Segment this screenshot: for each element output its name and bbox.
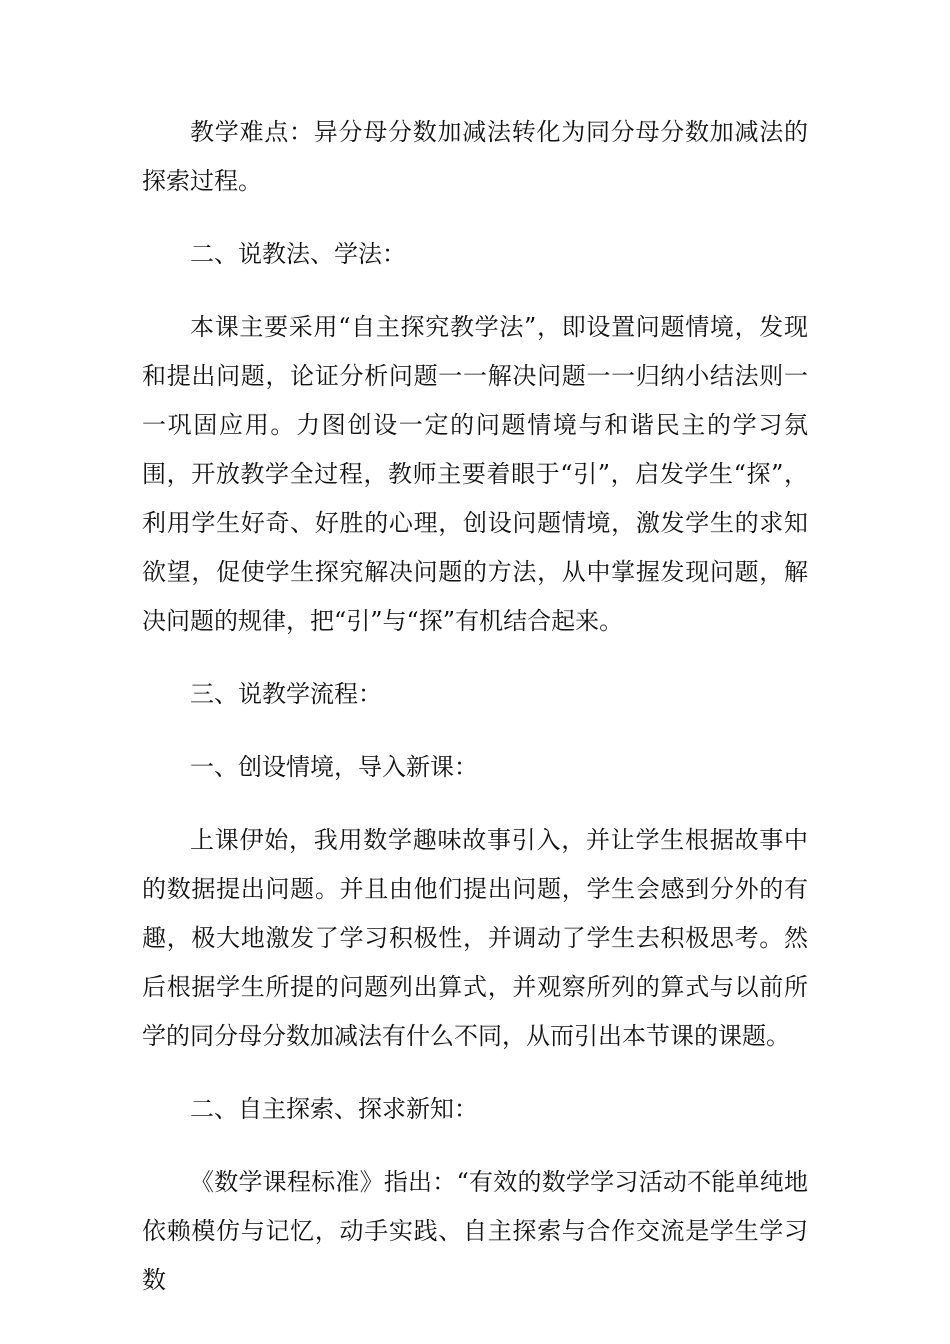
heading-teaching-methods: 二、说教法、学法：	[190, 240, 406, 268]
paragraph-step-one: 上课伊始，我用数学趣味故事引入，并让学生根据故事中的数据提出问题。并且由他们提出问题，学生会感到分外的有趣，极大地激发了学习积极性，并调动了学生去积极思考。然后根据学生所提的问题列出算式，并观察所列的算式与以前所学的同分母分数加减法有什么不同，从而引出本节课的课题。	[142, 826, 808, 1050]
heading-teaching-process: 三、说教学流程：	[190, 680, 382, 708]
heading-step-two: 二、自主探索、探求新知：	[190, 1095, 478, 1123]
paragraph-teaching-methods: 本课主要采用“自主探究教学法”，即设置问题情境，发现和提出问题，论证分析问题一一解决问题一一归纳小结法则一一巩固应用。力图创设一定的问题情境与和谐民主的学习氛围，开放教学全过程，教师主要着眼于“引”，启发学生“探”，利用学生好奇、好胜的心理，创设问题情境，激发学生的求知欲望，促使学生探究解决问题的方法，从中掌握发现问题，解决问题的规律，把“引”与“探”有机结合起来。	[142, 313, 808, 635]
paragraph-step-two: 《数学课程标准》指出：“有效的数学学习活动不能单纯地依赖模仿与记忆，动手实践、自主探索与合作交流是学生学习数	[142, 1168, 808, 1294]
paragraph-teaching-difficulty: 教学难点：异分母分数加减法转化为同分母分数加减法的探索过程。	[142, 118, 808, 195]
heading-step-one: 一、创设情境，导入新课：	[190, 753, 478, 781]
document-body	[142, 108, 808, 1329]
